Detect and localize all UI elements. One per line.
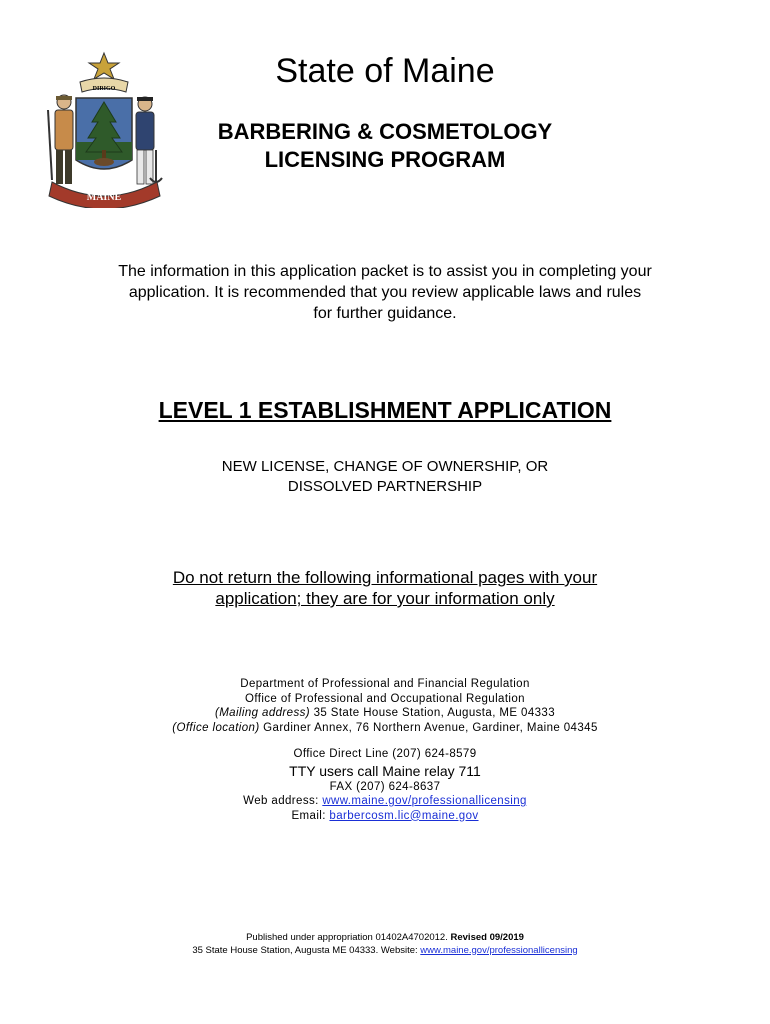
application-title: LEVEL 1 ESTABLISHMENT APPLICATION xyxy=(158,397,612,423)
office-name: Office of Professional and Occupational Regulation xyxy=(245,692,525,705)
intro-paragraph xyxy=(70,261,700,324)
application-subtitle-line-1: NEW LICENSE, CHANGE OF OWNERSHIP, OR xyxy=(221,458,549,475)
state-title: State of Maine xyxy=(275,52,495,90)
office-location-label: (Office location) xyxy=(172,721,260,734)
application-subtitle-line-2: DISSOLVED PARTNERSHIP xyxy=(287,478,483,495)
department-contact-block xyxy=(0,677,770,823)
footer-website-link[interactable]: www.maine.gov/professionallicensing xyxy=(420,944,578,956)
department-name: Department of Professional and Financial Regulation xyxy=(240,678,530,690)
program-title-line-2: LICENSING PROGRAM xyxy=(264,147,506,172)
footer-revised: Revised 09/2019 xyxy=(450,932,524,943)
web-address xyxy=(0,794,770,809)
office-location xyxy=(0,721,770,736)
email-label: Email: xyxy=(291,809,330,822)
application-subtitle xyxy=(0,457,770,497)
footer xyxy=(0,932,770,957)
intro-line-1: The information in this application packet is to assist you in completing your xyxy=(118,263,652,280)
return-notice-line-1: Do not return the following informational pages with your xyxy=(172,568,598,587)
mailing-address-label: (Mailing address) xyxy=(214,707,310,719)
tty-relay: TTY users call Maine relay 711 xyxy=(289,762,481,779)
footer-address-text: 35 State House Station, Augusta ME 04333. Website: xyxy=(192,944,421,956)
seal-banner-text: DIRIGO xyxy=(92,86,116,92)
intro-line-2: application. It is recommended that you review applicable laws and rules xyxy=(128,284,642,301)
web-address-label: Web address: xyxy=(243,795,323,807)
seal-ribbon-text: MAINE xyxy=(86,192,122,203)
return-notice-line-2: application; they are for your information only xyxy=(215,589,555,608)
footer-appropriation: Published under appropriation 01402A4702012. xyxy=(246,932,451,943)
footer-published xyxy=(0,932,770,945)
intro-line-3: for further guidance. xyxy=(313,305,457,322)
email-address xyxy=(0,809,770,824)
fax-number: FAX (207) 624-8637 xyxy=(329,780,441,793)
program-title-line-1: BARBERING & COSMETOLOGY xyxy=(217,119,553,144)
mailing-address xyxy=(0,706,770,721)
mailing-address-value: 35 State House Station, Augusta, ME 04333 xyxy=(309,707,556,719)
web-address-link[interactable]: www.maine.gov/professionallicensing xyxy=(322,795,527,807)
office-phone: Office Direct Line (207) 624-8579 xyxy=(293,748,477,760)
email-link[interactable]: barbercosm.lic@maine.gov xyxy=(329,809,479,822)
return-notice xyxy=(0,567,770,609)
program-title xyxy=(0,118,770,174)
office-location-value: Gardiner Annex, 76 Northern Avenue, Gardiner, Maine 04345 xyxy=(259,721,598,734)
footer-address xyxy=(0,945,770,958)
